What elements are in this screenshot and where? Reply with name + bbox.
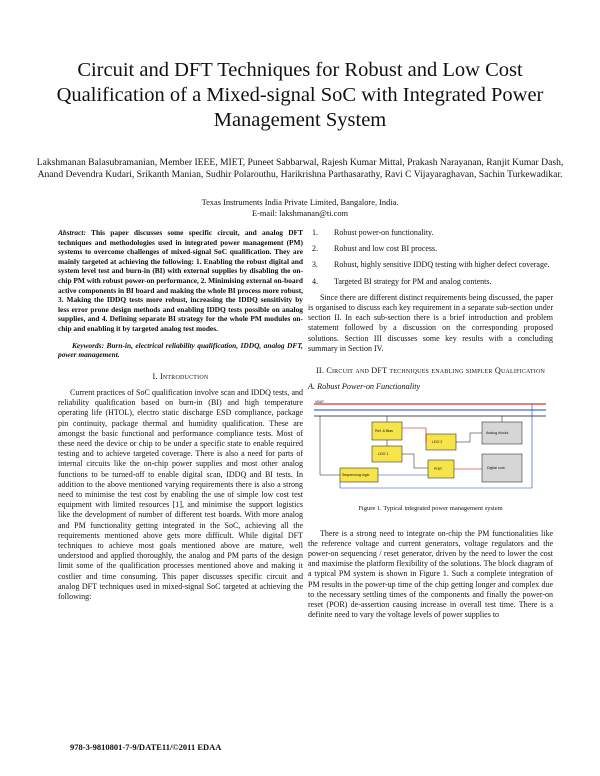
pm-block-diagram	[310, 398, 550, 498]
author-list: Lakshmanan Balasubramanian, Member IEEE, MIET, Puneet Sabbarwal, Rajesh Kumar Mittal, Prakash Narayanan, Ranjit Kumar Dash, Anand Devendra Kudari, Srikanth Manian, Sudhir Polarouthu, Harikrishna Parthasarathy, Ravi C Vijayaraghavan, Sachin Turkewadikar.	[36, 157, 564, 181]
introduction-text: Current practices of SoC qualification involve scan and IDDQ tests, and reliability qualification based on burn-in (BI) and high temperature operating life (HTOL), electro static discharge ESD compliance, package pin continuity, package thermal and humidity qualification. These are amongst the basic functional and performance compliance tests. Most of these need the device or chip to be under a specific state to enable required testing and to achieve targeted coverage. There is also a need for parts of internal circuits like the on-chip power supplies and most other analog functions to be turned-off to enable digital scan, IDDQ and BI tests. In addition to the above mentioned varying requirements there is also a strong need to minimise the test cost by enabling the use of simple low cost test equipment with limited resources [1], and minimise the support logistics like the development of number of different test boards. With more analog and PM functionality getting integrated in the SoC, achieving all the requirements mentioned above gets more difficult. While digital DFT techniques to achieve most goals mentioned above are mature, well understood and applied thoroughly, the analog and PM parts of the design limit some of the qualification processes mentioned above and making it costlier and time consuming. This paper discusses specific circuit and analog DFT techniques used in mixed-signal SoC targeted at achieving the following:	[58, 387, 303, 601]
subsection-heading-power-on: A. Robust Power-on Functionality	[308, 382, 421, 392]
keywords: Keywords: Burn-in, electrical reliability qualification, IDDQ, analog DFT, power management.	[58, 340, 303, 360]
list-item: 4. Targeted BI strategy for PM and analog contents.	[312, 276, 492, 286]
list-item: 1. Robust power-on functionality.	[312, 228, 434, 237]
section-heading-introduction: I. Introduction	[152, 371, 209, 381]
organisation-paragraph: Since there are different distinct requirements being discussed, the paper is organised to discuss each key requirement in a separate sub-section under section II. In each sub-section there is a brief introduction and problem statement followed by a discussion on the corresponding proposed solutions. Section III discusses some key results with a concluding summary in Section IV.	[308, 292, 553, 353]
abstract-label: Abstract:	[58, 228, 86, 237]
figure-1-pm-block-diagram	[310, 398, 550, 498]
digital-core-label: Digital core	[487, 466, 505, 471]
analog-label: Analog blocks	[486, 431, 509, 436]
affiliation-block	[30, 197, 570, 219]
paper-title: Circuit and DFT Techniques for Robust and Low Cost Qualification of a Mixed-signal SoC with Integrated Power Management System	[56, 59, 544, 131]
section-heading-circuit-dft: II. Circuit and DFT techniques enabling simpler Qualification	[315, 366, 546, 376]
objectives-list	[308, 228, 553, 287]
abstract-text: This paper discusses some specific circuit, and analog DFT techniques and methodologies used in integrated power management (PM) systems to overcome challenges of mixed-signal SoC qualification. They are mainly targeted at achieving the following: 1. Enabling the robust digital and system level test and burn-in (BI) with external supplies by disabling the on-chip PM with robust power-on performance, 2. Minimising external on-board active components in BI board and making the whole BI process more robust, 3. Making the IDDQ tests more robust, increasing the IDDQ sensitivity by less error prone design methods and enabling IDDQ tests possible on analog supplies, and 4. Defining separate BI strategy for the whole PM modules on-chip and enabling it by targeted analog test modes.	[58, 228, 303, 333]
figure-caption: Figure 1. Typical integrated power management system	[358, 505, 503, 513]
left-column	[58, 228, 303, 602]
copyright-footer: 978-3-9810801-7-9/DATE11/©2011 EDAA	[70, 742, 222, 752]
sequencing-label: Sequencing logic	[342, 473, 370, 478]
right-column	[308, 228, 553, 620]
email: E-mail: lakshmanan@ti.com	[251, 209, 349, 218]
ref-bias-label: Ref. & Bias	[375, 429, 393, 434]
ldo2-label: LDO 2	[432, 440, 443, 445]
list-item: 2. Robust and low cost BI process.	[312, 244, 438, 254]
pm-integration-paragraph: There is a strong need to integrate on-chip the PM functionalities like the reference voltage and current generators, voltage regulators and the power-on sequencing / reset generator, driven by the need to lower the cost and maximise the platform flexibility of the solutions. The block diagram of a typical PM system is shown in Figure 1. Such a complete integration of PM results in the power-up time of the chip getting longer and complex due to the necessary settling times of the components and finally the power-on reset (POR) de-assertion causing increase in overall test time. There is a definite need to vary the voltage levels of power supplies to	[308, 528, 553, 620]
affiliation: Texas Instruments India Private Limited, Bangalore, India.	[201, 198, 399, 207]
ldo1-label: LDO 1	[378, 452, 389, 457]
por-label: POR	[434, 467, 442, 472]
abstract	[58, 228, 303, 334]
list-item: 3. Robust, highly sensitive IDDQ testing with higher defect coverage.	[312, 260, 550, 270]
rail-label: VBAT	[315, 400, 325, 405]
